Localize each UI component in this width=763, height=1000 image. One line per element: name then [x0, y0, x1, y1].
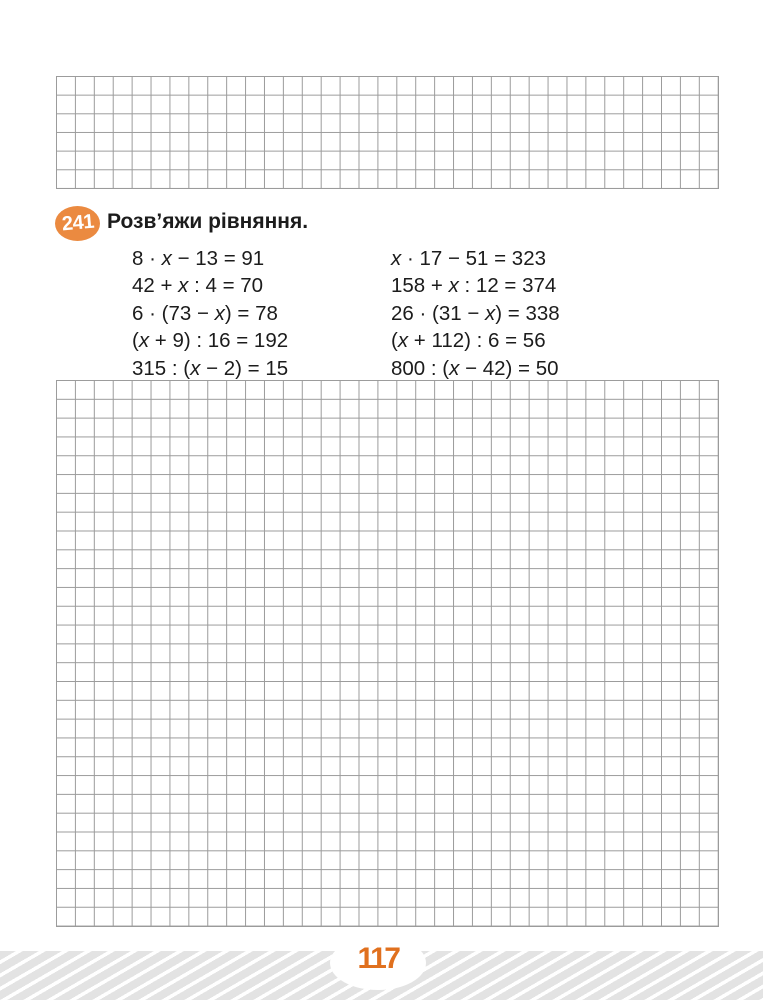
equation: x · 17 − 51 = 323 — [391, 247, 547, 270]
equation: 800 : (x − 42) = 50 — [391, 356, 559, 380]
equation: 42 + x : 4 = 70 — [132, 274, 264, 298]
equation: 158 + x : 12 = 374 — [391, 274, 557, 298]
task-number: 241 — [60, 210, 95, 236]
equation: 8 · x − 13 = 91 — [132, 247, 265, 270]
equations-left-column — [132, 245, 288, 382]
page-number-bump — [330, 936, 426, 990]
equations-right-column — [391, 245, 560, 382]
grid-top — [56, 76, 719, 189]
task-number-badge — [55, 206, 100, 241]
equation: 6 · (73 − x) = 78 — [132, 301, 278, 325]
page-number: 117 — [357, 942, 399, 975]
equation: (x + 112) : 6 = 56 — [391, 329, 546, 353]
equation: (x + 9) : 16 = 192 — [132, 329, 289, 353]
equation: 26 · (31 − x) = 338 — [391, 301, 560, 325]
grid-main — [56, 380, 719, 927]
equation: 315 : (x − 2) = 15 — [132, 356, 289, 380]
task-title: Розв’яжи рівняння. — [107, 210, 309, 233]
